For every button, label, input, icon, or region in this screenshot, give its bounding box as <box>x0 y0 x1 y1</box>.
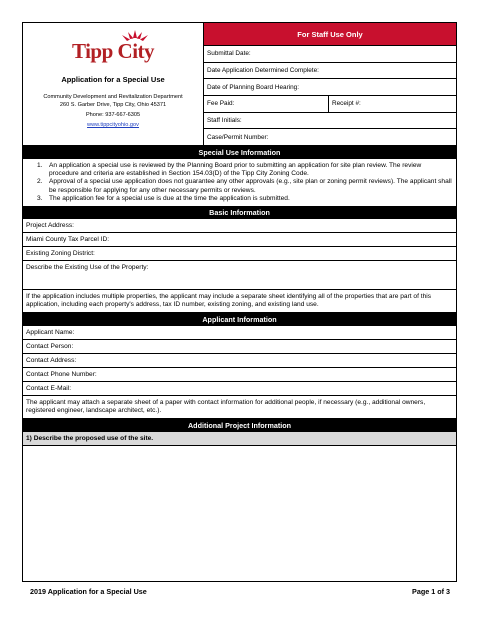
special-use-section-bar: Special Use Information <box>22 146 457 159</box>
determined-complete-field[interactable]: Date Application Determined Complete: <box>204 63 456 80</box>
page-number: Page 1 of 3 <box>412 587 450 596</box>
info-number: 3. <box>37 194 43 202</box>
proposed-use-question: 1) Describe the proposed use of the site. <box>22 432 457 446</box>
contact-email-field[interactable]: Contact E-Mail: <box>22 382 457 396</box>
info-number: 1. <box>37 162 43 169</box>
logo-text: Tipp City <box>71 39 155 63</box>
fee-receipt-row <box>204 96 456 113</box>
department-street: 260 S. Garber Drive, Tipp City, Ohio 45371 <box>59 102 167 108</box>
fee-paid-field[interactable]: Fee Paid: <box>204 96 329 112</box>
info-item <box>37 178 452 194</box>
footer-form-title: 2019 Application for a Special Use <box>30 587 147 596</box>
additional-contacts-note: The applicant may attach a separate sheet of a paper with contact information for additional people, if necessary (e.g., additional owners, registered engineer, landscape architect, etc.). <box>22 396 457 419</box>
contact-phone-field[interactable]: Contact Phone Number: <box>22 368 457 382</box>
tipp-city-logo <box>23 29 203 65</box>
website-link[interactable]: www.tippcityohio.gov <box>87 122 139 128</box>
form-header <box>22 22 457 146</box>
contact-address-field[interactable]: Contact Address: <box>22 354 457 368</box>
contact-person-field[interactable]: Contact Person: <box>22 340 457 354</box>
hearing-date-field[interactable]: Date of Planning Board Hearing: <box>204 79 456 96</box>
info-item <box>37 162 452 178</box>
receipt-field[interactable]: Receipt #: <box>332 100 361 108</box>
basic-info-section-bar: Basic Information <box>22 206 457 219</box>
project-address-field[interactable]: Project Address: <box>22 219 457 233</box>
zoning-district-field[interactable]: Existing Zoning District: <box>22 247 457 261</box>
proposed-use-answer-area[interactable] <box>22 446 457 582</box>
additional-info-section-bar: Additional Project Information <box>22 419 457 432</box>
department-phone: Phone: 937-667-6305 <box>85 112 141 118</box>
applicant-section-bar: Applicant Information <box>22 313 457 326</box>
submittal-date-field[interactable]: Submittal Date: <box>204 46 456 63</box>
staff-initials-field[interactable]: Staff Initials: <box>204 113 456 130</box>
info-item <box>37 195 452 203</box>
page-footer <box>30 587 450 596</box>
department-name: Community Development and Revitalization Department <box>43 94 183 100</box>
info-text: An application a special use is reviewed by the Planning Board prior to submitting an application for site plan review. The review procedure and criteria are established in Section 154.03(D) of the Tipp City Zoning Code. <box>49 162 422 178</box>
special-use-info <box>22 159 457 206</box>
existing-use-field[interactable]: Describe the Existing Use of the Property: <box>22 261 457 290</box>
department-address <box>23 93 203 109</box>
staff-use-block <box>204 23 456 145</box>
parcel-id-field[interactable]: Miami County Tax Parcel ID: <box>22 233 457 247</box>
applicant-name-field[interactable]: Applicant Name: <box>22 326 457 340</box>
staff-use-title: For Staff Use Only <box>204 23 456 46</box>
multiple-properties-note: If the application includes multiple properties, the applicant may include a separate sheet identifying all of the properties that are part of this application, including each property's address, tax ID number, existing zoning, and existing land use. <box>22 290 457 313</box>
info-text: Approval of a special use application does not guarantee any other approvals (e.g., site plan or zoning permit reviews). The applicant shall be responsible for applying for any other necessary permits or reviews. <box>49 178 452 194</box>
application-title: Application for a Special Use <box>61 75 165 84</box>
agency-block <box>23 23 204 145</box>
application-page <box>22 22 457 582</box>
info-number: 2. <box>37 178 43 186</box>
info-text: The application fee for a special use is due at the time the application is submitted. <box>49 194 290 202</box>
case-number-field[interactable]: Case/Permit Number: <box>207 133 269 141</box>
